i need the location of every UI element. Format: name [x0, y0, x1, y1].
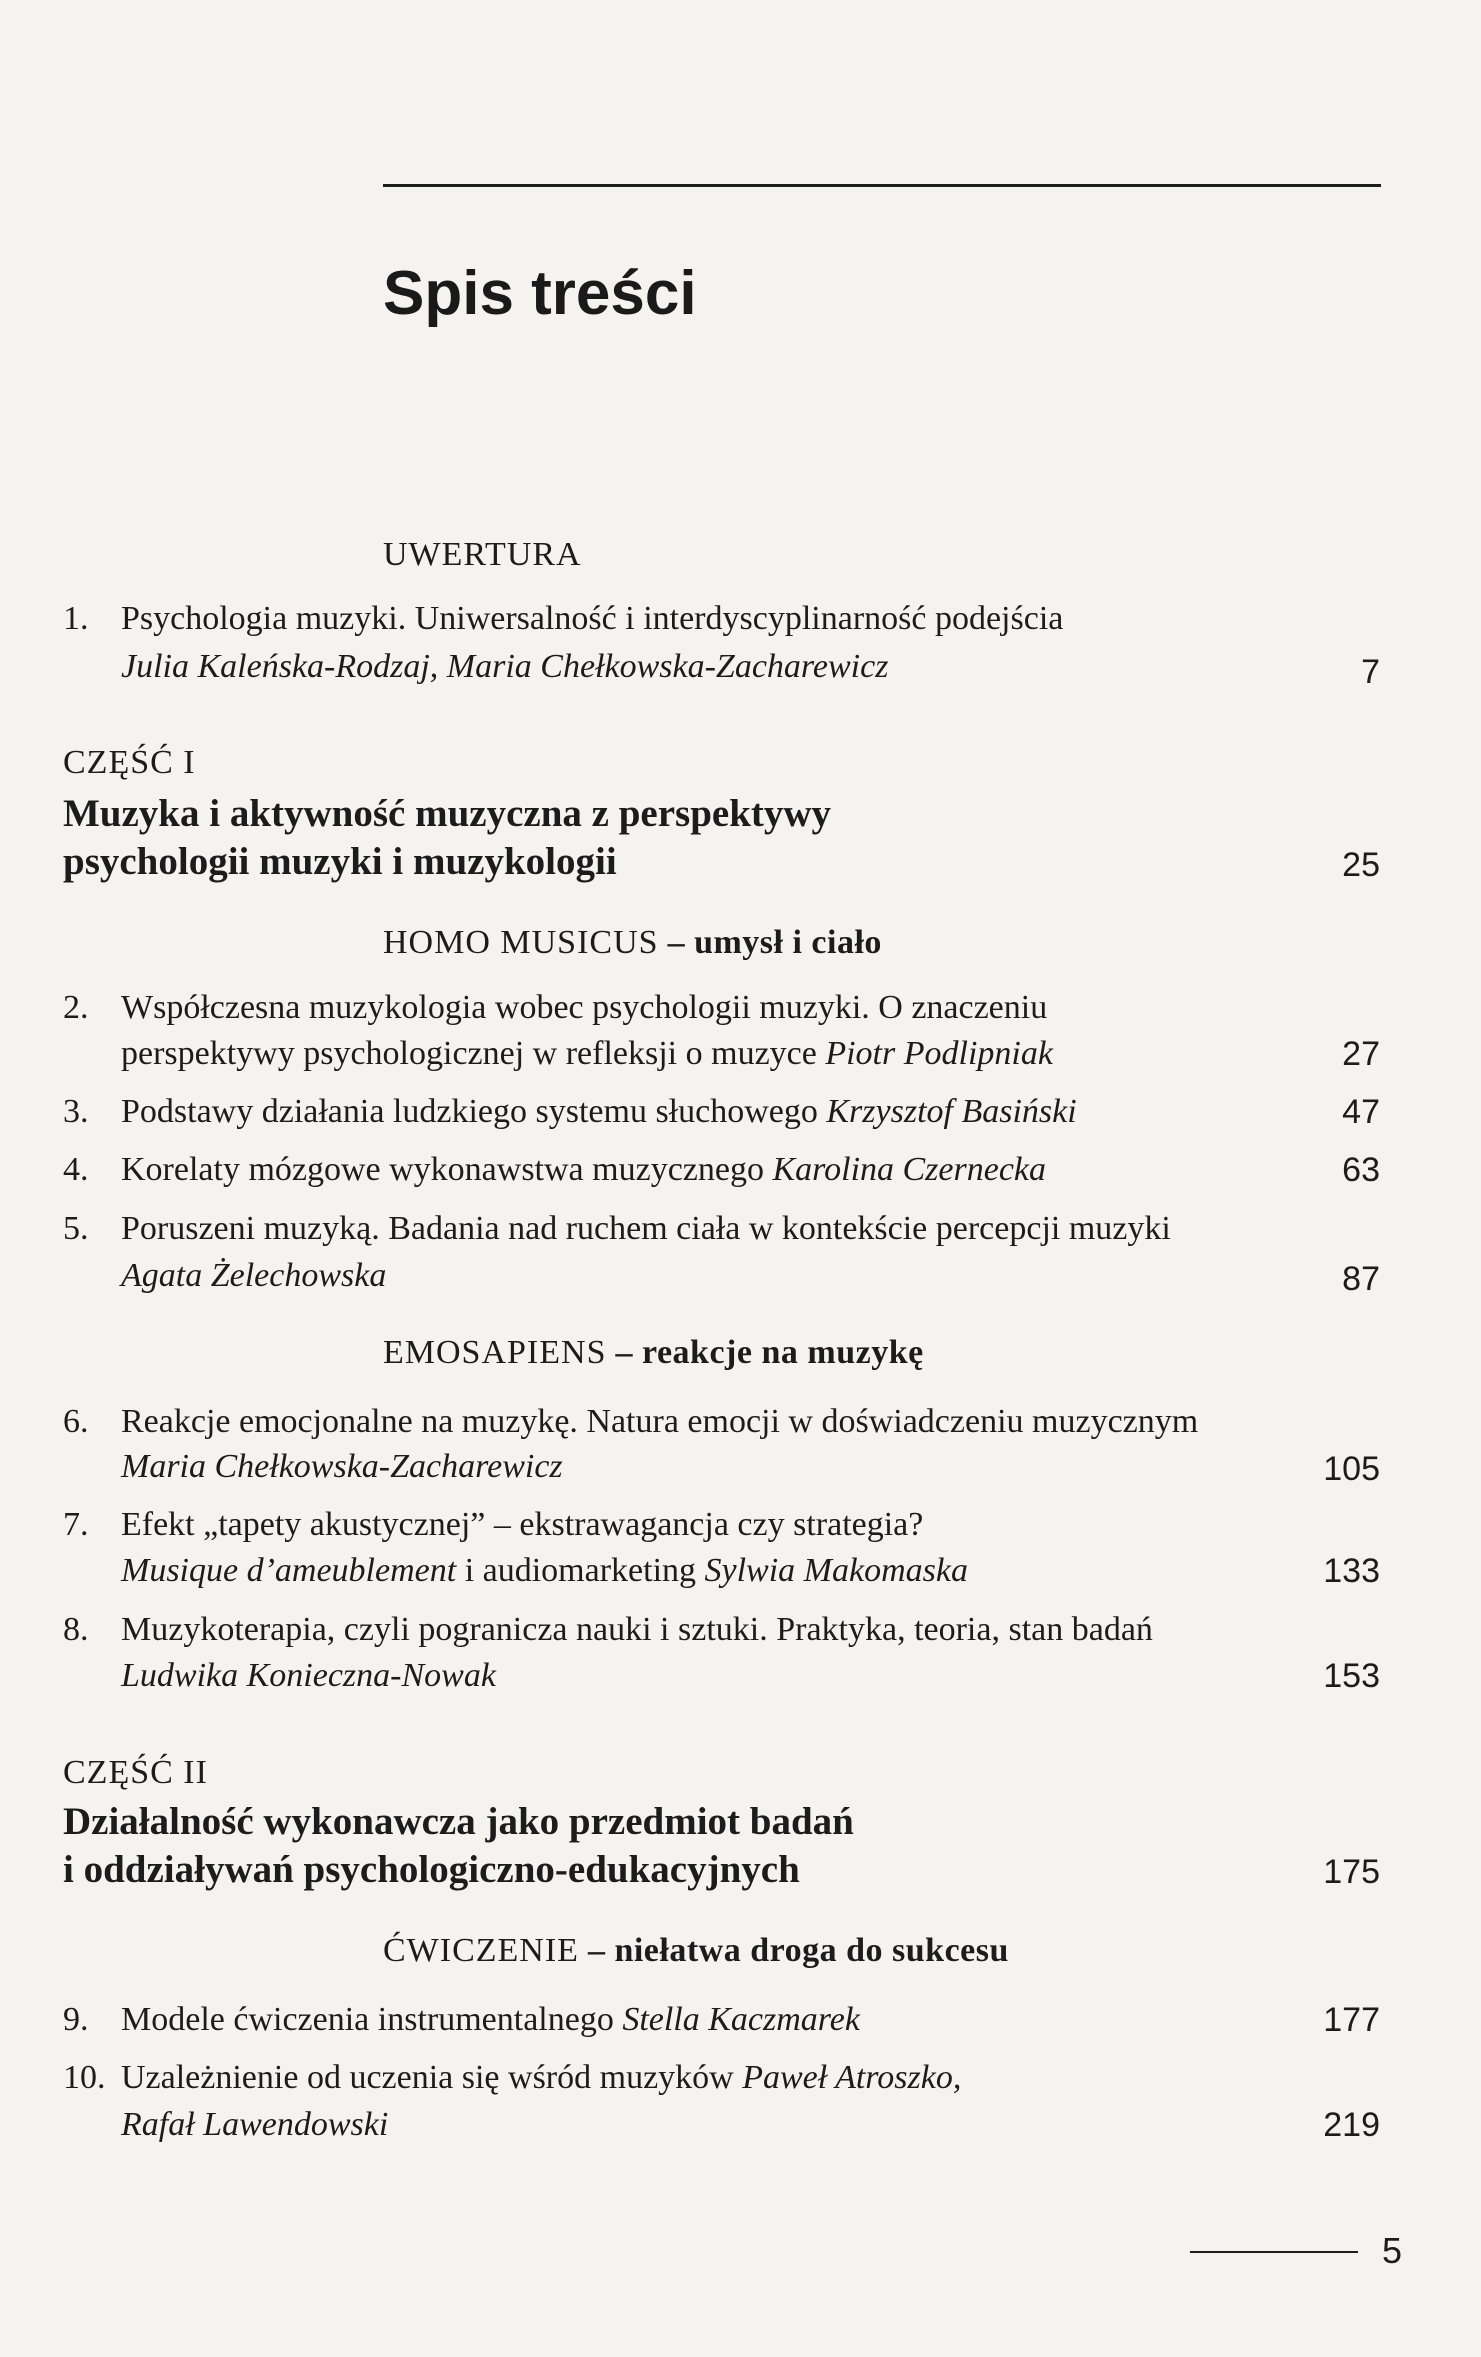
page-number: 47 [1342, 1093, 1380, 1131]
entry-author: Rafał Lawendowski [121, 2106, 389, 2143]
section-subtitle: – niełatwa droga do sukcesu [578, 1932, 1009, 1969]
section-name: ĆWICZENIE [383, 1932, 579, 1969]
toc-entry-8 [63, 1610, 1153, 1650]
toc-entry-6-author [121, 1447, 563, 1487]
show-through-text [250, 140, 258, 174]
toc-entry-3 [63, 1092, 1077, 1132]
entry-title-cont: perspektywy psychologicznej w refleksji o muzyce [121, 1035, 826, 1072]
entry-title-italic: Musique d’ameublement [121, 1552, 457, 1589]
entry-number: 9. [63, 2001, 89, 2038]
entry-title: Efekt „tapety akustycznej” – ekstrawagancja czy strategia? [121, 1506, 924, 1543]
toc-entry-2 [63, 988, 1047, 1028]
part-title-2-line2: i oddziaływań psychologiczno-edukacyjnych [63, 1848, 800, 1891]
section-heading-homo-musicus [383, 924, 882, 962]
part-title-1-line1: Muzyka i aktywność muzyczna z perspektywy [63, 792, 832, 835]
entry-number: 3. [63, 1093, 89, 1130]
entry-author: Krzysztof Basiński [826, 1093, 1077, 1130]
entry-author: Agata Żelechowska [121, 1257, 387, 1294]
page-number: 105 [1323, 1450, 1380, 1488]
section-heading-cwiczenie [383, 1932, 1009, 1970]
section-name: HOMO MUSICUS [383, 924, 659, 961]
footer-rule [1190, 2251, 1358, 2253]
entry-title: Muzykoterapia, czyli pogranicza nauki i sztuki. Praktyka, teoria, stan badań [121, 1611, 1153, 1648]
entry-number: 10. [63, 2059, 106, 2096]
toc-entry-5-author [121, 1256, 386, 1296]
entry-author: Stella Kaczmarek [622, 2001, 860, 2038]
entry-number: 2. [63, 989, 89, 1026]
entry-number: 1. [63, 600, 89, 637]
entry-author: Karolina Czernecka [772, 1151, 1047, 1188]
entry-title: Poruszeni muzyką. Badania nad ruchem ciała w kontekście percepcji muzyki [121, 1210, 1171, 1247]
page-number: 153 [1323, 1657, 1380, 1695]
entry-title: Reakcje emocjonalne na muzykę. Natura emocji w doświadczeniu muzycznym [121, 1403, 1199, 1440]
toc-entry-1-author [121, 647, 888, 687]
page-number: 87 [1342, 1260, 1380, 1298]
section-subtitle: – umysł i ciało [658, 924, 882, 961]
toc-entry-8-author [121, 1656, 496, 1696]
entry-title: Modele ćwiczenia instrumentalnego [121, 2001, 623, 2038]
toc-entry-7-line2 [121, 1551, 968, 1591]
entry-title: Psychologia muzyki. Uniwersalność i interdyscyplinarność podejścia [121, 600, 1064, 637]
toc-entry-5 [63, 1209, 1171, 1249]
top-rule [383, 184, 1381, 187]
page-title: Spis treści [383, 259, 697, 328]
section-heading-uwertura [383, 536, 582, 574]
entry-title: Korelaty mózgowe wykonawstwa muzycznego [121, 1151, 773, 1188]
page-folio: 5 [1382, 2230, 1403, 2271]
section-name: EMOSAPIENS [383, 1334, 607, 1371]
entry-author: Julia Kaleńska-Rodzaj, Maria Chełkowska-Zacharewicz [121, 648, 889, 685]
toc-entry-1 [63, 599, 1063, 639]
entry-number: 4. [63, 1151, 89, 1188]
entry-number: 7. [63, 1506, 89, 1543]
entry-number: 8. [63, 1611, 89, 1648]
entry-number: 5. [63, 1210, 89, 1247]
entry-author: Ludwika Konieczna-Nowak [121, 1657, 496, 1694]
entry-author: Sylwia Makomaska [704, 1552, 968, 1589]
toc-entry-6 [63, 1402, 1198, 1442]
section-heading-emosapiens [383, 1334, 924, 1372]
page-number: 7 [1361, 653, 1380, 691]
toc-entry-10 [63, 2058, 961, 2098]
page-number: 27 [1342, 1035, 1380, 1073]
entry-author: Piotr Podlipniak [825, 1035, 1053, 1072]
section-name: UWERTURA [383, 536, 582, 573]
entry-title: Podstawy działania ludzkiego systemu słuchowego [121, 1093, 827, 1130]
page-number: 133 [1323, 1552, 1380, 1590]
entry-number: 6. [63, 1403, 89, 1440]
part-title-1-line2: psychologii muzyki i muzykologii [63, 840, 617, 883]
page-number: 219 [1323, 2106, 1380, 2144]
toc-entry-9 [63, 2000, 860, 2040]
page-number: 177 [1323, 2001, 1380, 2039]
toc-entry-10-author2 [121, 2105, 388, 2145]
entry-author: Maria Chełkowska-Zacharewicz [121, 1448, 563, 1485]
page-number: 175 [1323, 1853, 1380, 1891]
entry-author: Paweł Atroszko, [742, 2059, 962, 2096]
part-title-2-line1: Działalność wykonawcza jako przedmiot badań [63, 1800, 854, 1843]
toc-entry-4 [63, 1150, 1046, 1190]
page-number: 25 [1342, 846, 1380, 884]
part-label-2: CZĘŚĆ II [63, 1754, 208, 1791]
section-subtitle: – reakcje na muzykę [606, 1334, 924, 1371]
toc-entry-2-line2 [121, 1034, 1053, 1074]
part-label-1: CZĘŚĆ I [63, 744, 196, 781]
entry-title: Współczesna muzykologia wobec psychologii muzyki. O znaczeniu [121, 989, 1048, 1026]
entry-title: Uzależnienie od uczenia się wśród muzyków [121, 2059, 743, 2096]
page-number: 63 [1342, 1151, 1380, 1189]
entry-title-cont: i audiomarketing [456, 1552, 705, 1589]
toc-entry-7 [63, 1505, 923, 1545]
